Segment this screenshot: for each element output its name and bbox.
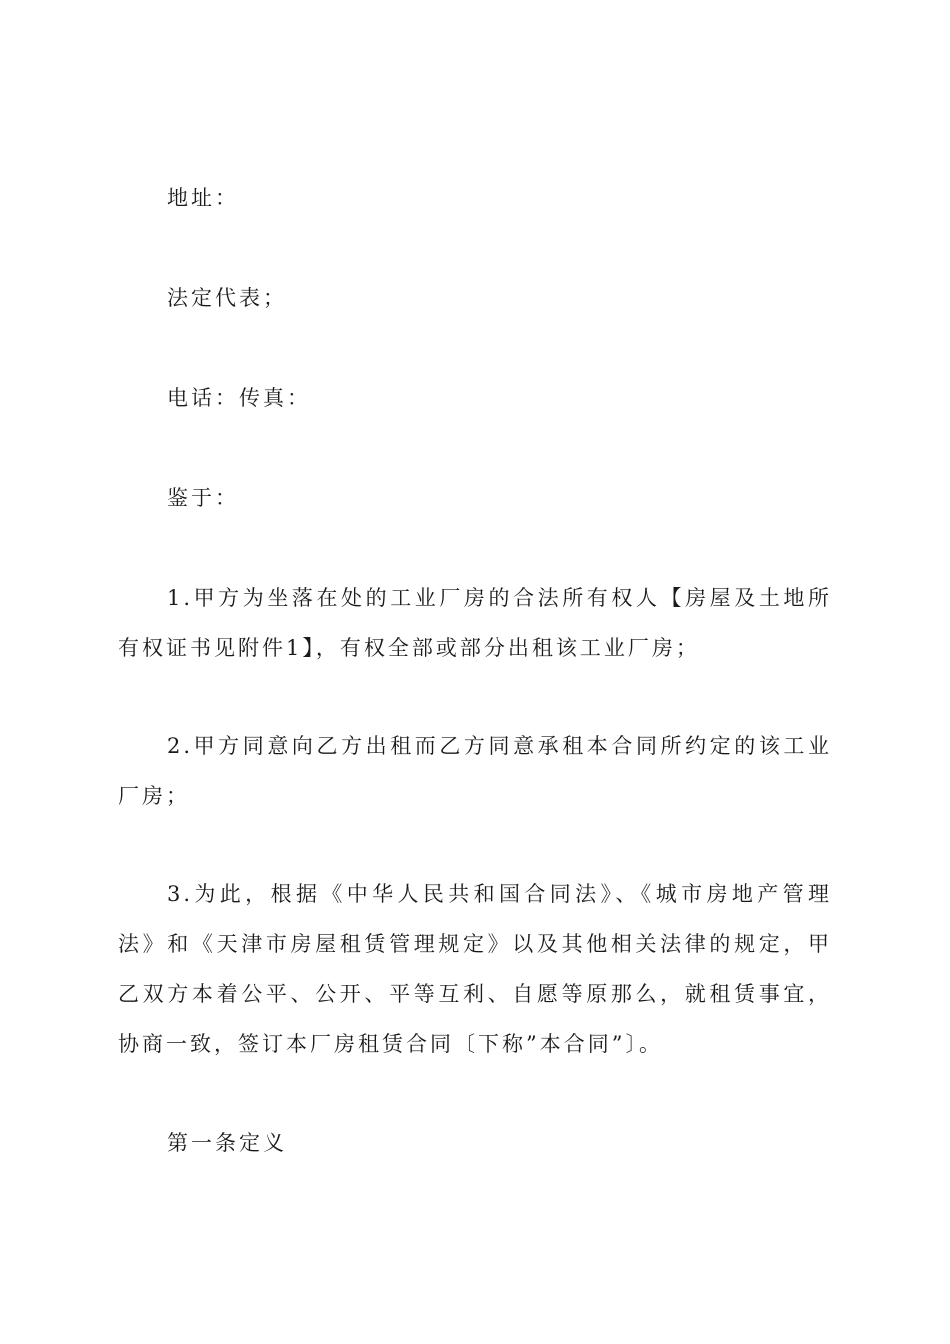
address-line: 地址： — [167, 186, 239, 210]
whereas-heading: 鉴于： — [167, 486, 239, 510]
whereas-clause-1: 1.甲方为坐落在处的工业厂房的合法所有权人【房屋及土地所有权证书见附件1】，有权全部或部分出租该工业厂房； — [118, 586, 832, 660]
whereas-clause-2: 2.甲方同意向乙方出租而乙方同意承租本合同所约定的该工业厂房； — [118, 734, 832, 808]
phone-fax-line: 电话：传真： — [167, 386, 311, 410]
legal-representative-line: 法定代表； — [167, 286, 287, 310]
article-1-heading: 第一条定义 — [167, 1131, 287, 1155]
whereas-clause-3: 3.为此，根据《中华人民共和国合同法》、《城市房地产管理法》和《天津市房屋租赁管理规定》以及其他相关法律的规定，甲乙双方本着公平、公开、平等互利、自愿等原那么，就租赁事宜，协商一致，签订本厂房租赁合同〔下称”本合同”〕。 — [118, 882, 832, 1056]
